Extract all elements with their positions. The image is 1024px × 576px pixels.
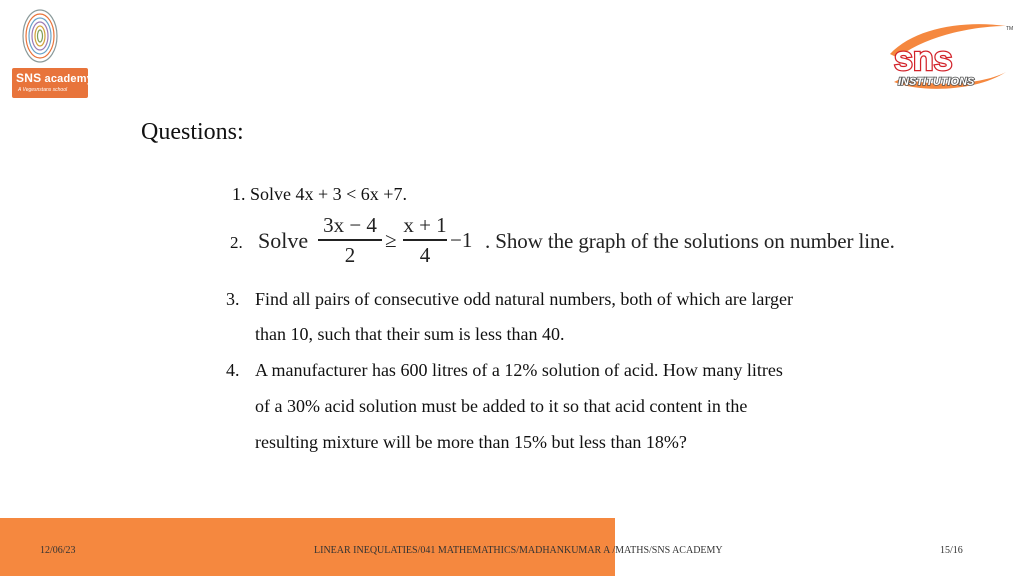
sns-institutions-logo (884, 18, 1012, 94)
page-title: Questions: (141, 119, 244, 145)
logo-subtitle: INSTITUTIONS (898, 76, 975, 88)
question-2-number: 2. (230, 233, 243, 252)
footer-course: LINEAR INEQULATIES/041 MATHEMATHICS/MADHANKUMAR A /MATHS/SNS ACADEMY (314, 545, 723, 556)
academy-tagline: A Vegesnstans school (18, 87, 68, 93)
sns-academy-logo (12, 8, 94, 93)
footer-date: 12/06/23 (40, 545, 76, 556)
lhs-numerator: 3x − 4 (323, 213, 377, 237)
question-1-number: 1. (232, 184, 246, 204)
fingerprint-icon (20, 8, 60, 68)
logo-wordmark: sns (894, 40, 953, 78)
lhs-denominator: 2 (344, 242, 356, 267)
trademark-mark: TM (1006, 26, 1014, 32)
academy-badge (12, 68, 94, 98)
academy-brand (16, 71, 93, 85)
brand-prefix: SNS (16, 71, 42, 85)
rhs-denominator: 4 (419, 242, 431, 267)
question-4-number: 4. (226, 360, 240, 380)
rhs-numerator: x + 1 (403, 213, 447, 237)
question-3-number: 3. (226, 289, 240, 309)
question-2-text: . Show the graph of the solutions on number line. (485, 229, 895, 253)
rhs-tail: −1 (450, 228, 473, 252)
question-2-solve: Solve (258, 228, 309, 253)
footer-page-number: 15/16 (940, 545, 963, 556)
question-3-line-2: than 10, such that their sum is less than 40. (255, 324, 565, 344)
question-1-text: Solve 4x + 3 < 6x +7. (250, 184, 407, 204)
question-4-line-3: resulting mixture will be more than 15% but less than 18%? (255, 432, 687, 452)
rhs-fraction (403, 213, 447, 269)
question-4-line-2: of a 30% acid solution must be added to it so that acid content in the (255, 396, 748, 416)
brand-suffix: academy (44, 73, 94, 85)
question-4-line-1: A manufacturer has 600 litres of a 12% solution of acid. How many litres (255, 360, 783, 380)
question-1 (232, 184, 407, 205)
inequality-relation: ≥ (385, 228, 397, 252)
question-3-line-1: Find all pairs of consecutive odd natural numbers, both of which are larger (255, 289, 794, 309)
lhs-fraction (318, 213, 382, 269)
